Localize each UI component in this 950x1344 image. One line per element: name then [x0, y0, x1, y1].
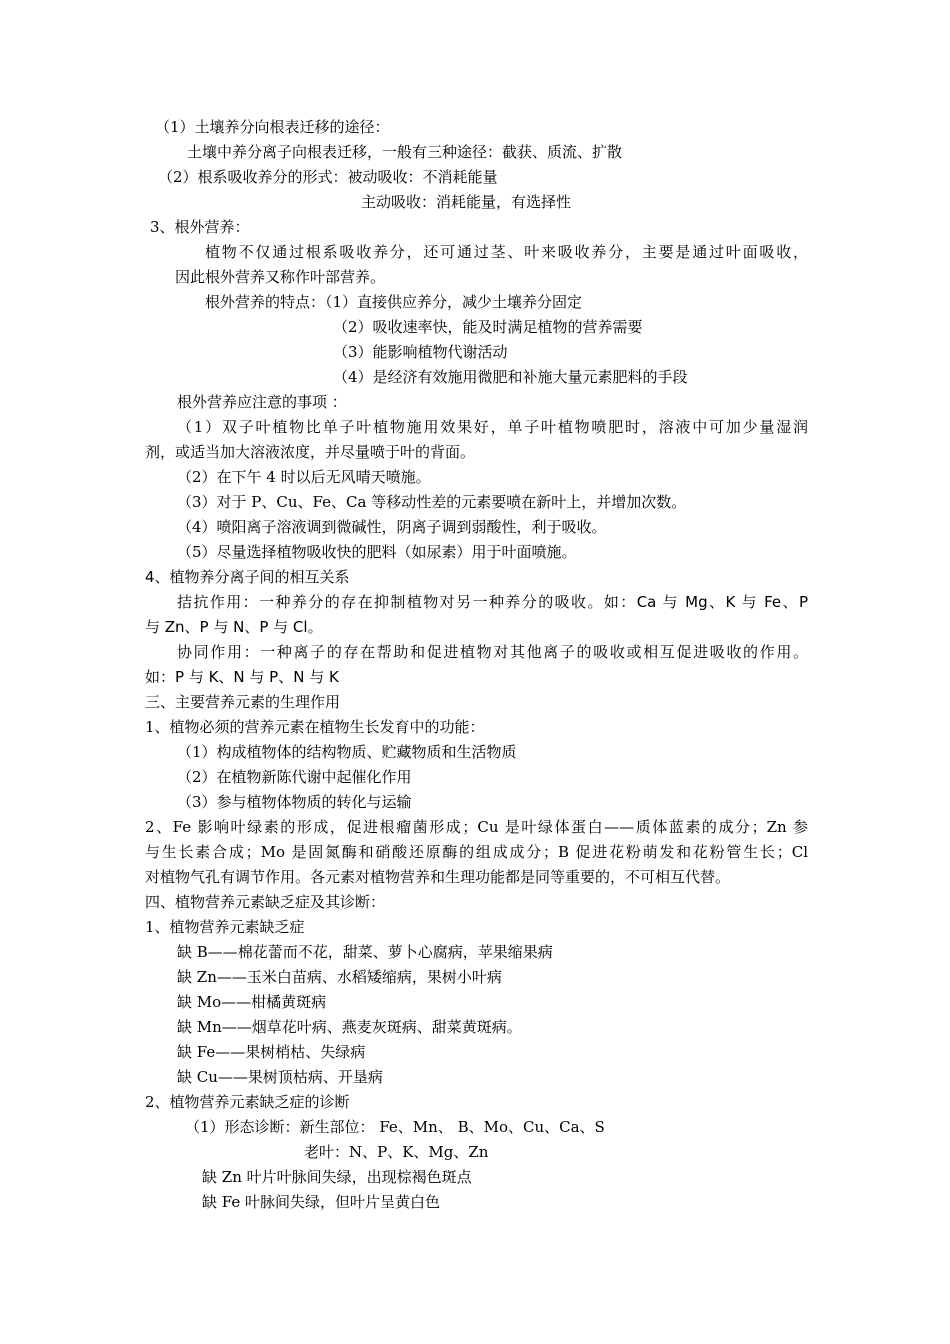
text-line: 老叶：N、P、K、Mg、Zn: [304, 1143, 489, 1161]
text-line: 剂，或适当加大溶液浓度，并尽量喷于叶的背面。: [145, 443, 476, 461]
text-line: 缺 Fe——果树梢枯、失绿病: [177, 1043, 366, 1061]
text-line: 缺 Mn——烟草花叶病、燕麦灰斑病、甜菜黄斑病。: [177, 1018, 522, 1036]
text-line: 2、Fe 影响叶绿素的形成，促进根瘤菌形成；Cu 是叶绿体蛋白——质体蓝素的成分；Zn 参: [145, 818, 808, 836]
text-line: 缺 Mo——柑橘黄斑病: [177, 993, 327, 1011]
text-line: 缺 Cu——果树顶枯病、开垦病: [177, 1068, 383, 1086]
text-line: 因此根外营养又称作叶部营养。: [175, 268, 386, 286]
section-heading: 四、植物营养元素缺乏症及其诊断：: [145, 893, 386, 911]
text-line: （2）吸收速率快，能及时满足植物的营养需要: [333, 318, 643, 336]
text-line: （3）参与植物体物质的转化与运输: [177, 793, 412, 811]
text-line: （4）喷阳离子溶液调到微碱性，阴离子调到弱酸性，利于吸收。: [177, 518, 607, 536]
section-heading: 三、主要营养元素的生理作用: [145, 693, 341, 711]
text-line: 拮抗作用：一种养分的存在抑制植物对另一种养分的吸收。如：Ca 与 Mg、K 与 Fe、P: [177, 593, 808, 611]
text-line: 1、植物营养元素缺乏症: [145, 918, 305, 936]
text-line: 对植物气孔有调节作用。各元素对植物营养和生理功能都是同等重要的，不可相互代替。: [145, 868, 731, 886]
text-line: 缺 Zn——玉米白苗病、水稻矮缩病，果树小叶病: [177, 968, 502, 986]
text-line: （1）双子叶植物比单子叶植物施用效果好，单子叶植物喷肥时，溶液中可加少量湿润: [177, 418, 808, 436]
section-heading: 3、根外营养：: [150, 218, 250, 236]
text-line: （3）对于 P、Cu、Fe、Ca 等移动性差的元素要喷在新叶上，并增加次数。: [177, 493, 687, 511]
text-line: 主动吸收：消耗能量，有选择性: [361, 193, 572, 211]
text-line: 缺 Zn 叶片叶脉间失绿，出现棕褐色斑点: [202, 1168, 472, 1186]
text-line: 如：P 与 K、N 与 P、N 与 K: [145, 668, 339, 686]
text-line: 2、植物营养元素缺乏症的诊断: [145, 1093, 350, 1111]
text-line: 土壤中养分离子向根表迁移，一般有三种途径：截获、质流、扩散: [187, 143, 623, 161]
text-line: （2）在下午 4 时以后无风晴天喷施。: [177, 468, 431, 486]
text-line: 协同作用：一种离子的存在帮助和促进植物对其他离子的吸收或相互促进吸收的作用。: [177, 643, 808, 661]
text-line: 与生长素合成；Mo 是固氮酶和硝酸还原酶的组成成分；B 促进花粉萌发和花粉管生长；Cl: [145, 843, 808, 861]
text-line: （5）尽量选择植物吸收快的肥料（如尿素）用于叶面喷施。: [177, 543, 577, 561]
text-line: （3）能影响植物代谢活动: [333, 343, 508, 361]
text-line: （2）在植物新陈代谢中起催化作用: [177, 768, 412, 786]
text-line: （1）形态诊断：新生部位： Fe、Mn、 B、Mo、Cu、Ca、S: [185, 1118, 605, 1136]
text-line: （4）是经济有效施用微肥和补施大量元素肥料的手段: [333, 368, 688, 386]
text-line: 根外营养的特点：（1）直接供应养分，减少土壤养分固定: [205, 293, 583, 311]
text-line: 1、植物必须的营养元素在植物生长发育中的功能：: [145, 718, 485, 736]
text-line: （1）构成植物体的结构物质、贮藏物质和生活物质: [177, 743, 517, 761]
text-line: 植物不仅通过根系吸收养分，还可通过茎、叶来吸收养分，主要是通过叶面吸收，: [205, 243, 808, 261]
text-line: 缺 B——棉花蕾而不花，甜菜、萝卜心腐病，苹果缩果病: [177, 943, 553, 961]
section-heading: 4、植物养分离子间的相互关系: [145, 568, 350, 586]
text-line: （1）土壤养分向根表迁移的途径：: [155, 118, 390, 136]
text-line: 缺 Fe 叶脉间失绿，但叶片呈黄白色: [202, 1193, 441, 1211]
text-line: 根外营养应注意的事项 ：: [177, 393, 347, 411]
text-line: 与 Zn、P 与 N、P 与 Cl。: [145, 618, 323, 636]
text-line: （2）根系吸收养分的形式：被动吸收：不消耗能量: [158, 168, 498, 186]
